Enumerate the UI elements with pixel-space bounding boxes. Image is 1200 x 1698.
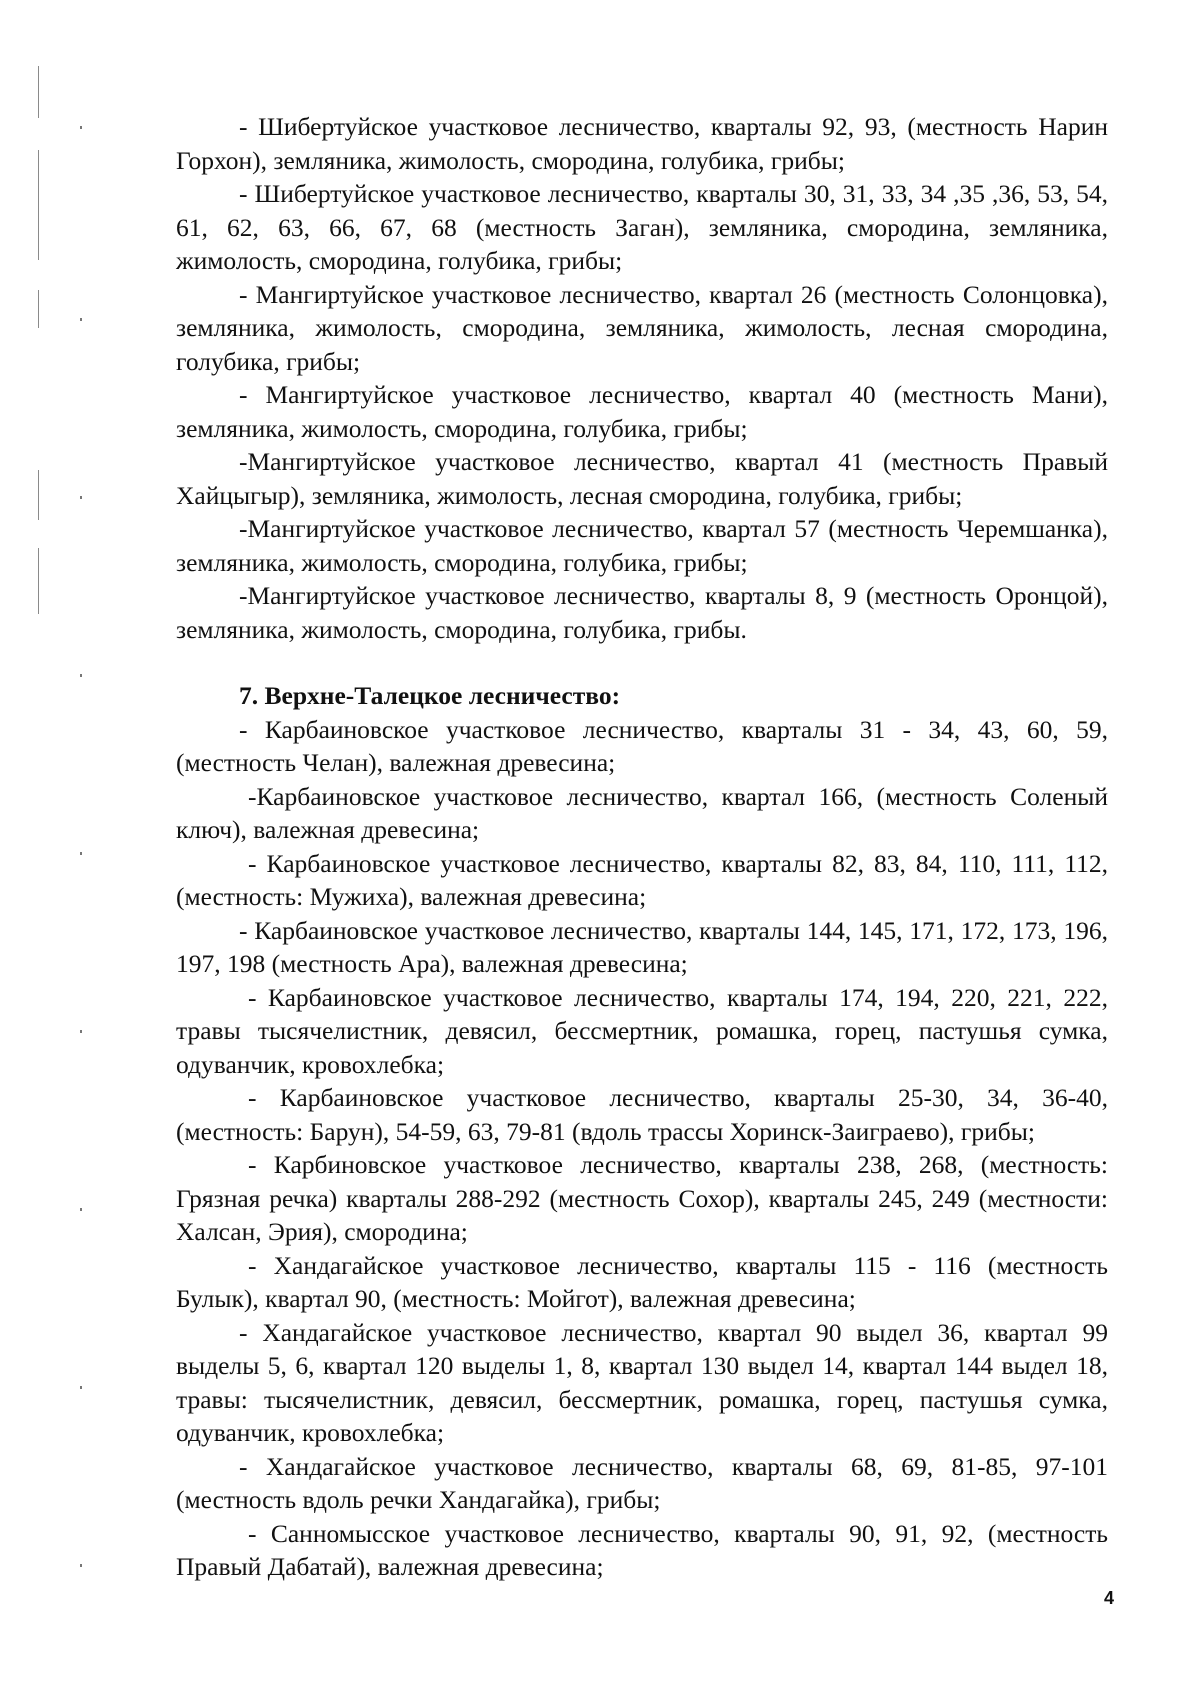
scan-dot	[80, 1386, 82, 1389]
paragraph: - Шибертуйское участковое лесничество, кварталы 30, 31, 33, 34 ,35 ,36, 53, 54, 61, 62, 63, 66, 67, 68 (местность Заган), земляника, смородина, земляника, жимолость, смородина, голубика, грибы;	[176, 179, 1108, 275]
scan-mark	[38, 470, 39, 520]
scan-dot	[80, 674, 82, 677]
scan-mark	[38, 150, 39, 260]
paragraph: - Хандагайское участковое лесничество, кварталы 115 - 116 (местность Булык), квартал 90, (местность: Мойгот), валежная древесина;	[176, 1250, 1108, 1313]
paragraph: - Карбаиновское участковое лесничество, кварталы 25-30, 34, 36-40, (местность: Барун), 54-59, 63, 79-81 (вдоль трассы Хоринск-Заиграево), грибы;	[176, 1083, 1108, 1146]
scan-dot	[80, 1564, 82, 1567]
paragraph: - Мангиртуйское участковое лесничество, квартал 26 (местность Солонцовка), земляника, жимолость, смородина, земляника, жимолость, лесная смородина, голубика, грибы;	[176, 279, 1108, 376]
page-number: 4	[1104, 1588, 1115, 1608]
paragraph: - Шибертуйское участковое лесничество, кварталы 92, 93, (местность Нарин Горхон), земляника, жимолость, смородина, голубика, грибы;	[176, 112, 1108, 175]
scan-dot	[80, 318, 82, 321]
paragraph: -Мангиртуйское участковое лесничество, квартал 57 (местность Черемшанка), земляника, жимолость, смородина, голубика, грибы;	[176, 514, 1108, 577]
scan-mark	[38, 548, 39, 614]
paragraph: -Мангиртуйское участковое лесничество, кварталы 8, 9 (местность Оронцой), земляника, жимолость, смородина, голубика, грибы.	[176, 581, 1108, 644]
paragraph: - Карбаиновское участковое лесничество, кварталы 144, 145, 171, 172, 173, 196, 197, 198 (местность Ара), валежная древесина;	[176, 915, 1108, 978]
document-body	[176, 110, 1108, 1584]
scan-dot	[80, 1030, 82, 1033]
paragraph: - Хандагайское участковое лесничество, квартал 90 выдел 36, квартал 99 выделы 5, 6, квартал 120 выделы 1, 8, квартал 130 выдел 14, квартал 144 выдел 18, травы: тысячелистник, девясил, бессмертник, ромашка, горец, пастушья сумка, одуванчик, кровохлебка;	[176, 1317, 1108, 1447]
paragraph: -Мангиртуйское участковое лесничество, квартал 41 (местность Правый Хайцыгыр), земляника, жимолость, лесная смородина, голубика, грибы;	[176, 447, 1108, 510]
scan-mark	[38, 290, 39, 328]
paragraph: - Санномысское участковое лесничество, кварталы 90, 91, 92, (местность Правый Дабатай), валежная древесина;	[176, 1518, 1108, 1581]
paragraph: - Карбаиновское участковое лесничество, кварталы 174, 194, 220, 221, 222, травы тысячелистник, девясил, бессмертник, ромашка, горец, пастушья сумка, одуванчик, кровохлебка;	[176, 982, 1108, 1079]
paragraph: - Карбаиновское участковое лесничество, кварталы 82, 83, 84, 110, 111, 112, (местность: Мужиха), валежная древесина;	[176, 848, 1108, 911]
scan-dot	[80, 852, 82, 855]
scan-mark	[38, 66, 39, 118]
paragraph: -Карбаиновское участковое лесничество, квартал 166, (местность Соленый ключ), валежная древесина;	[176, 781, 1108, 844]
paragraph: - Карбаиновское участковое лесничество, кварталы 31 - 34, 43, 60, 59, (местность Челан), валежная древесина;	[176, 714, 1108, 777]
paragraph: - Мангиртуйское участковое лесничество, квартал 40 (местность Мани), земляника, жимолость, смородина, голубика, грибы;	[176, 380, 1108, 443]
scan-dot	[80, 126, 82, 129]
scan-dot	[80, 496, 82, 499]
paragraph: - Карбиновское участковое лесничество, кварталы 238, 268, (местность: Грязная речка) кварталы 288-292 (местность Сохор), кварталы 245, 249 (местности: Халсан, Эрия), смородина;	[176, 1150, 1108, 1246]
scan-dot	[80, 1208, 82, 1211]
section-heading: 7. Верхне-Талецкое лесничество:	[239, 681, 621, 710]
paragraph: - Хандагайское участковое лесничество, кварталы 68, 69, 81-85, 97-101 (местность вдоль речки Хандагайка), грибы;	[176, 1451, 1108, 1514]
